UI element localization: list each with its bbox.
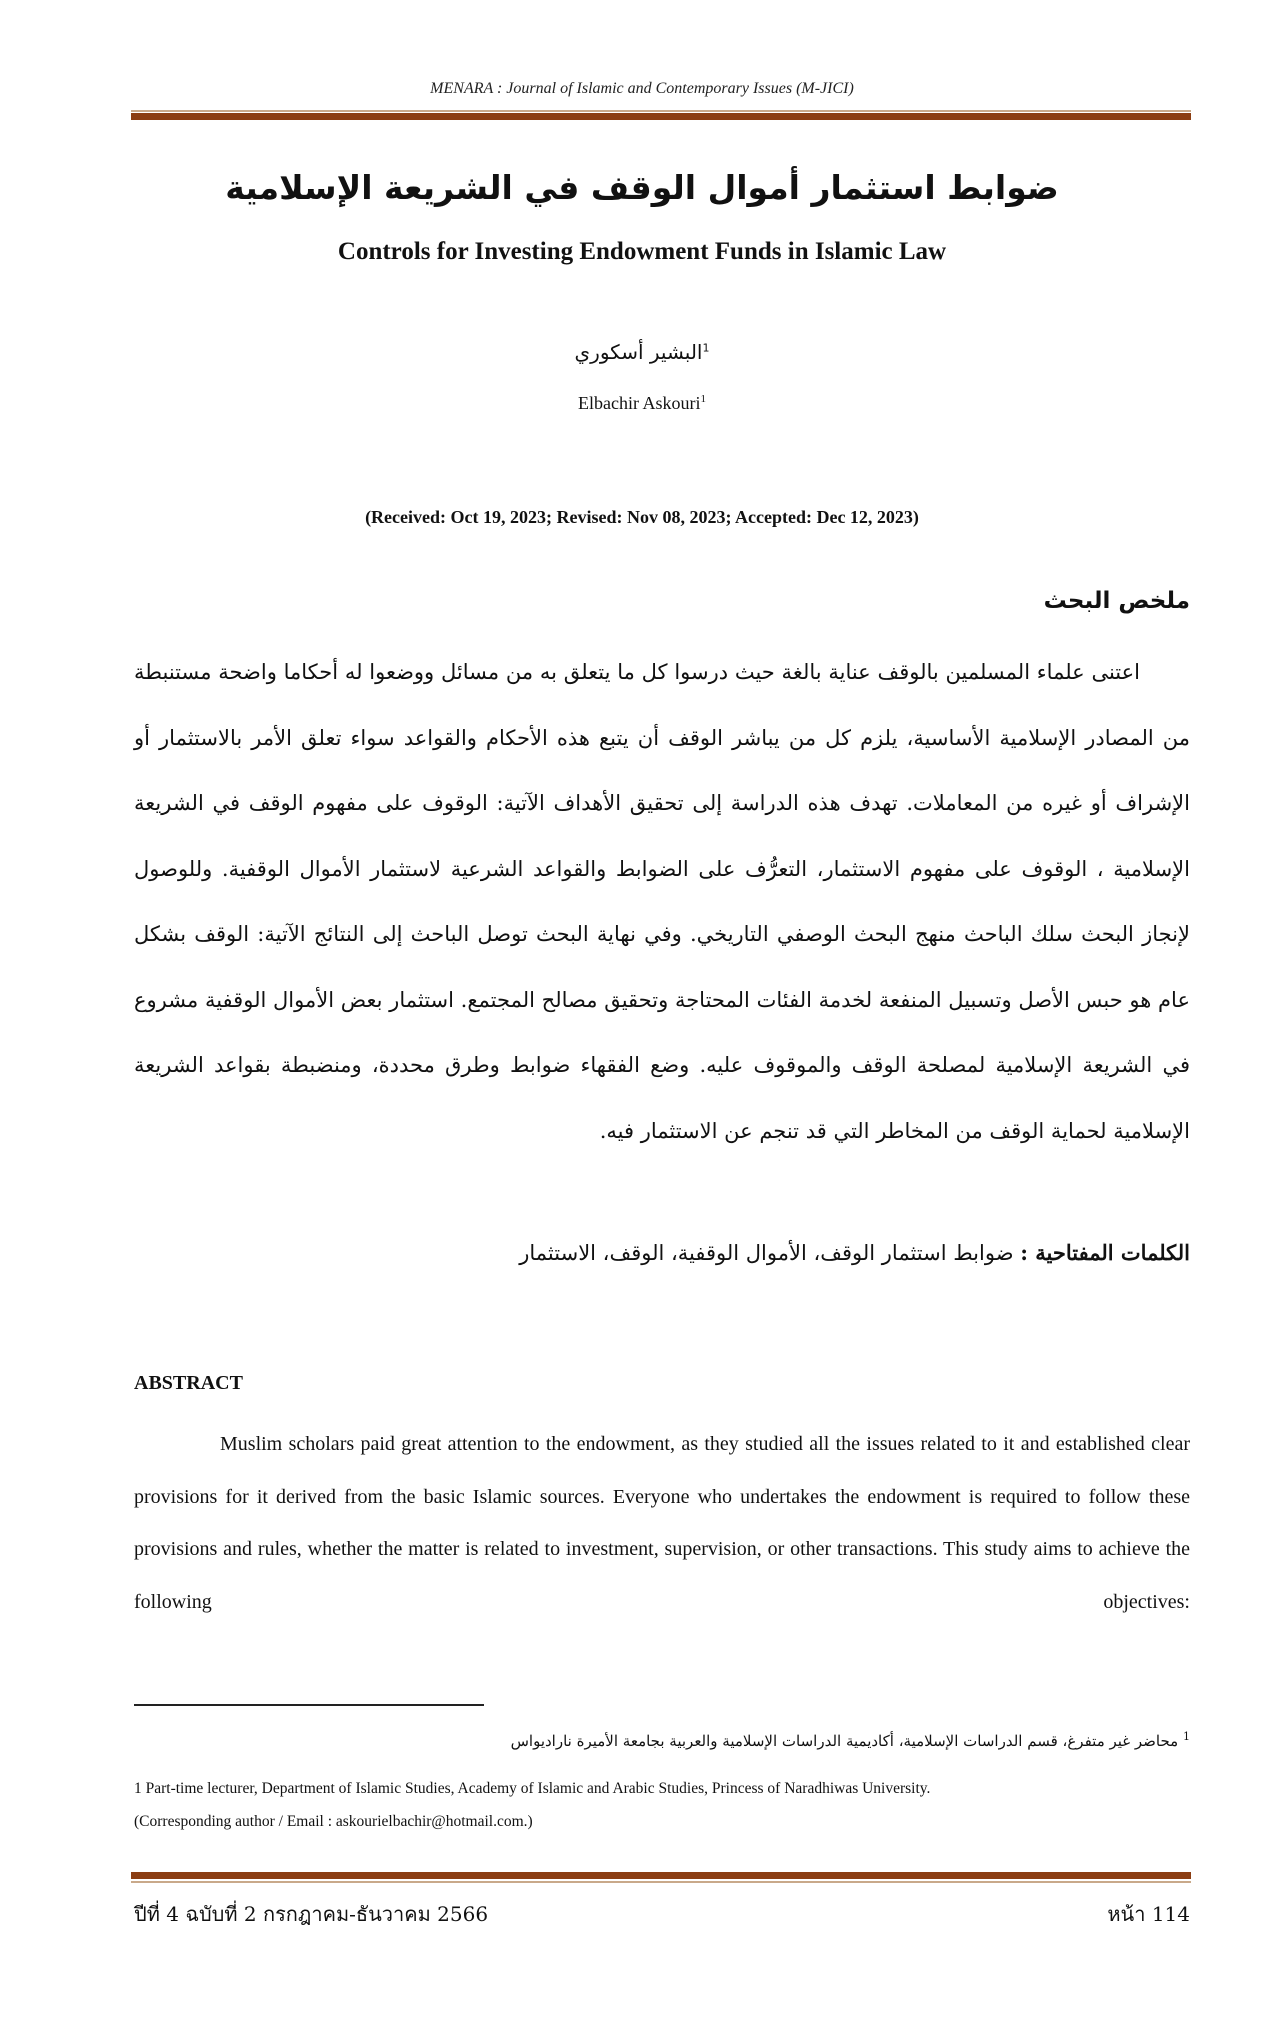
arabic-abstract-text: اعتنى علماء المسلمين بالوقف عناية بالغة حيث درسوا كل ما يتعلق به من مسائل ووضعوا له أحكاما واضحة مستنبطة من المصادر الإسلامية الأساسية، يلزم كل من يباشر الوقف أن يتبع هذه الأحكام والقواعد سواء تعلق الأمر بالاستثمار أو الإشراف أو غيره من المعاملات. تهدف هذه الدراسة إلى تحقيق الأهداف الآتية: الوقوف على مفهوم الوقف في الشريعة الإسلامية ، الوقوف على مفهوم الاستثمار، التعرُّف على الضوابط والقواعد الشرعية لاستثمار الأموال الوقفية. وللوصول لإنجاز البحث سلك الباحث منهج البحث الوصفي التاريخي. وفي نهاية البحث توصل الباحث إلى النتائج الآتية: الوقف بشكل عام هو حبس الأصل وتسبيل المنفعة لخدمة الفئات المحتاجة وتحقيق مصالح المجتمع. استثمار بعض الأموال الوقفية مشروع في الشريعة الإسلامية لمصلحة الوقف والموقوف عليه. وضع الفقهاء ضوابط وطرق محددة، ومنضبطة بقواعد الشريعة الإسلامية لحماية الوقف من المخاطر التي قد تنجم عن الاستثمار فيه. xyxy=(134,660,1190,1143)
footnote-english-affiliation: 1 Part-time lecturer, Department of Islamic Studies, Academy of Islamic and Arabic Studies, Princess of Naradhiwas University. xyxy=(134,1780,931,1797)
arabic-keywords xyxy=(519,1240,1190,1265)
header-rule-thick xyxy=(131,113,1191,120)
footer-rule xyxy=(131,1872,1191,1884)
footnote-corresponding-author: (Corresponding author / Email : askourielbachir@hotmail.com.) xyxy=(134,1813,533,1830)
author-arabic xyxy=(0,340,1284,364)
english-abstract-text: Muslim scholars paid great attention to the endowment, as they studied all the issues related to it and established clear provisions for it derived from the basic Islamic sources. Everyone who undertakes the endowment is required to follow these provisions and rules, whether the matter is related to investment, supervision, or other transactions. This study aims to achieve the following objectives: xyxy=(134,1433,1190,1613)
footer-rule-thin xyxy=(131,1881,1191,1883)
header-rule-thin xyxy=(131,110,1191,112)
footer-page-number: หน้า 114 xyxy=(1107,1902,1190,1926)
header-rule xyxy=(131,110,1191,122)
footer-issue-info: ปีที่ 4 ฉบับที่ 2 กรกฎาคม-ธันวาคม 2566 xyxy=(134,1902,489,1926)
article-title-english: Controls for Investing Endowment Funds in Islamic Law xyxy=(337,238,947,265)
arabic-keywords-list: ضوابط استثمار الوقف، الأموال الوقفية، الوقف، الاستثمار xyxy=(519,1241,1014,1265)
author-name-arabic: البشير أسكوري xyxy=(574,340,703,364)
arabic-abstract-body xyxy=(134,640,1190,1164)
footer-rule-thick xyxy=(131,1872,1191,1879)
author-english xyxy=(0,393,1284,414)
article-title-arabic: ضوابط استثمار أموال الوقف في الشريعة الإسلامية xyxy=(225,168,1059,207)
author-affiliation-marker: 1 xyxy=(700,393,706,405)
author-name-english: Elbachir Askouri xyxy=(578,393,701,413)
arabic-abstract-heading: ملخص البحث xyxy=(1043,588,1190,614)
english-abstract-body xyxy=(134,1418,1190,1628)
running-head: MENARA : Journal of Islamic and Contemporary Issues (M-JICI) xyxy=(430,80,854,97)
footnote-english xyxy=(134,1772,1190,1838)
footnote-arabic xyxy=(511,1732,1190,1750)
footnote-separator xyxy=(134,1704,484,1706)
arabic-keywords-label: الكلمات المفتاحية : xyxy=(1020,1240,1190,1265)
author-affiliation-marker: 1 xyxy=(702,341,710,355)
footnote-marker: 1 xyxy=(1183,1730,1190,1743)
footnote-arabic-text: محاضر غير متفرغ، قسم الدراسات الإسلامية، أكاديمية الدراسات الإسلامية والعربية بجامعة الأميرة ناراديواس xyxy=(510,1732,1179,1750)
submission-dates: (Received: Oct 19, 2023; Revised: Nov 08, 2023; Accepted: Dec 12, 2023) xyxy=(365,507,919,527)
english-abstract-heading: ABSTRACT xyxy=(134,1372,243,1394)
